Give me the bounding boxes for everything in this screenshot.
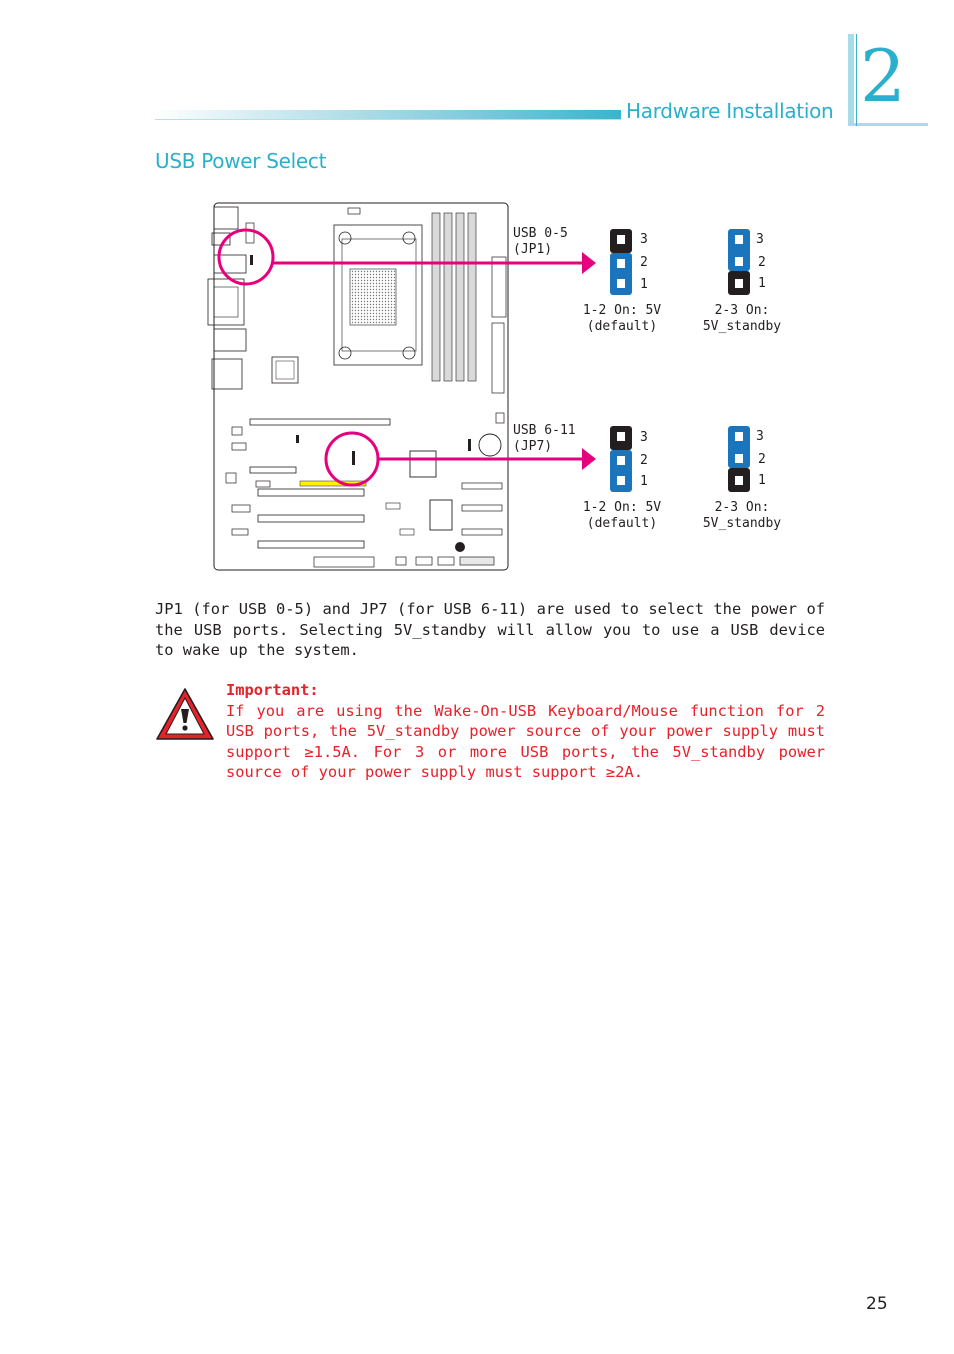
jp1-label: USB 0-5: [513, 226, 568, 241]
pin-number: 3: [756, 232, 764, 247]
header-rule: [155, 110, 621, 120]
important-text: If you are using the Wake-On-USB Keyboard/Mouse function for 2 USB ports, the 5V_standby power source of your power supply must support ≥1.5A. For 3 or more USB ports, the 5V_standby power source of your power supply must support ≥2A.: [226, 701, 825, 782]
jp7-option-a-caption-sub: (default): [586, 516, 658, 531]
pin-number: 2: [640, 255, 648, 270]
pin-number: 1: [640, 474, 648, 489]
pin-number: 3: [640, 430, 648, 445]
important-title: Important:: [226, 681, 319, 699]
chapter-number: 2: [860, 34, 906, 118]
pin-number: 1: [640, 277, 648, 292]
important-note: [226, 680, 825, 783]
jp1-option-a-caption: 1-2 On: 5V: [582, 303, 662, 318]
jp7-option-a-caption: 1-2 On: 5V: [582, 500, 662, 515]
jp1-option-b-caption-sub: 5V_standby: [702, 319, 782, 334]
pin-number: 3: [640, 232, 648, 247]
jp7-option-b-caption-sub: 5V_standby: [702, 516, 782, 531]
pin-number: 1: [758, 473, 766, 488]
jp7-label-sub: (JP7): [513, 439, 553, 454]
body-paragraph: JP1 (for USB 0-5) and JP7 (for USB 6-11) are used to select the power of the USB ports. Selecting 5V_standby will allow you to use a USB device to wake up the system.: [155, 600, 825, 660]
jp1-option-a-caption-sub: (default): [586, 319, 658, 334]
jp1-label-sub: (JP1): [513, 242, 553, 257]
usb-power-select-diagram: [150, 195, 810, 580]
pin-number: 2: [758, 255, 766, 270]
section-title: Hardware Installation: [626, 99, 834, 123]
page-number: 25: [866, 1294, 888, 1314]
pin-number: 3: [756, 429, 764, 444]
page-heading: USB Power Select: [155, 149, 327, 173]
warning-triangle-icon: [155, 687, 215, 741]
jp1-option-b-caption: 2-3 On:: [714, 303, 770, 318]
pin-number: 2: [640, 453, 648, 468]
pin-number: 1: [758, 276, 766, 291]
jp7-label: USB 6-11: [513, 423, 576, 438]
pin-number: 2: [758, 452, 766, 467]
jp7-option-b-caption: 2-3 On:: [714, 500, 770, 515]
